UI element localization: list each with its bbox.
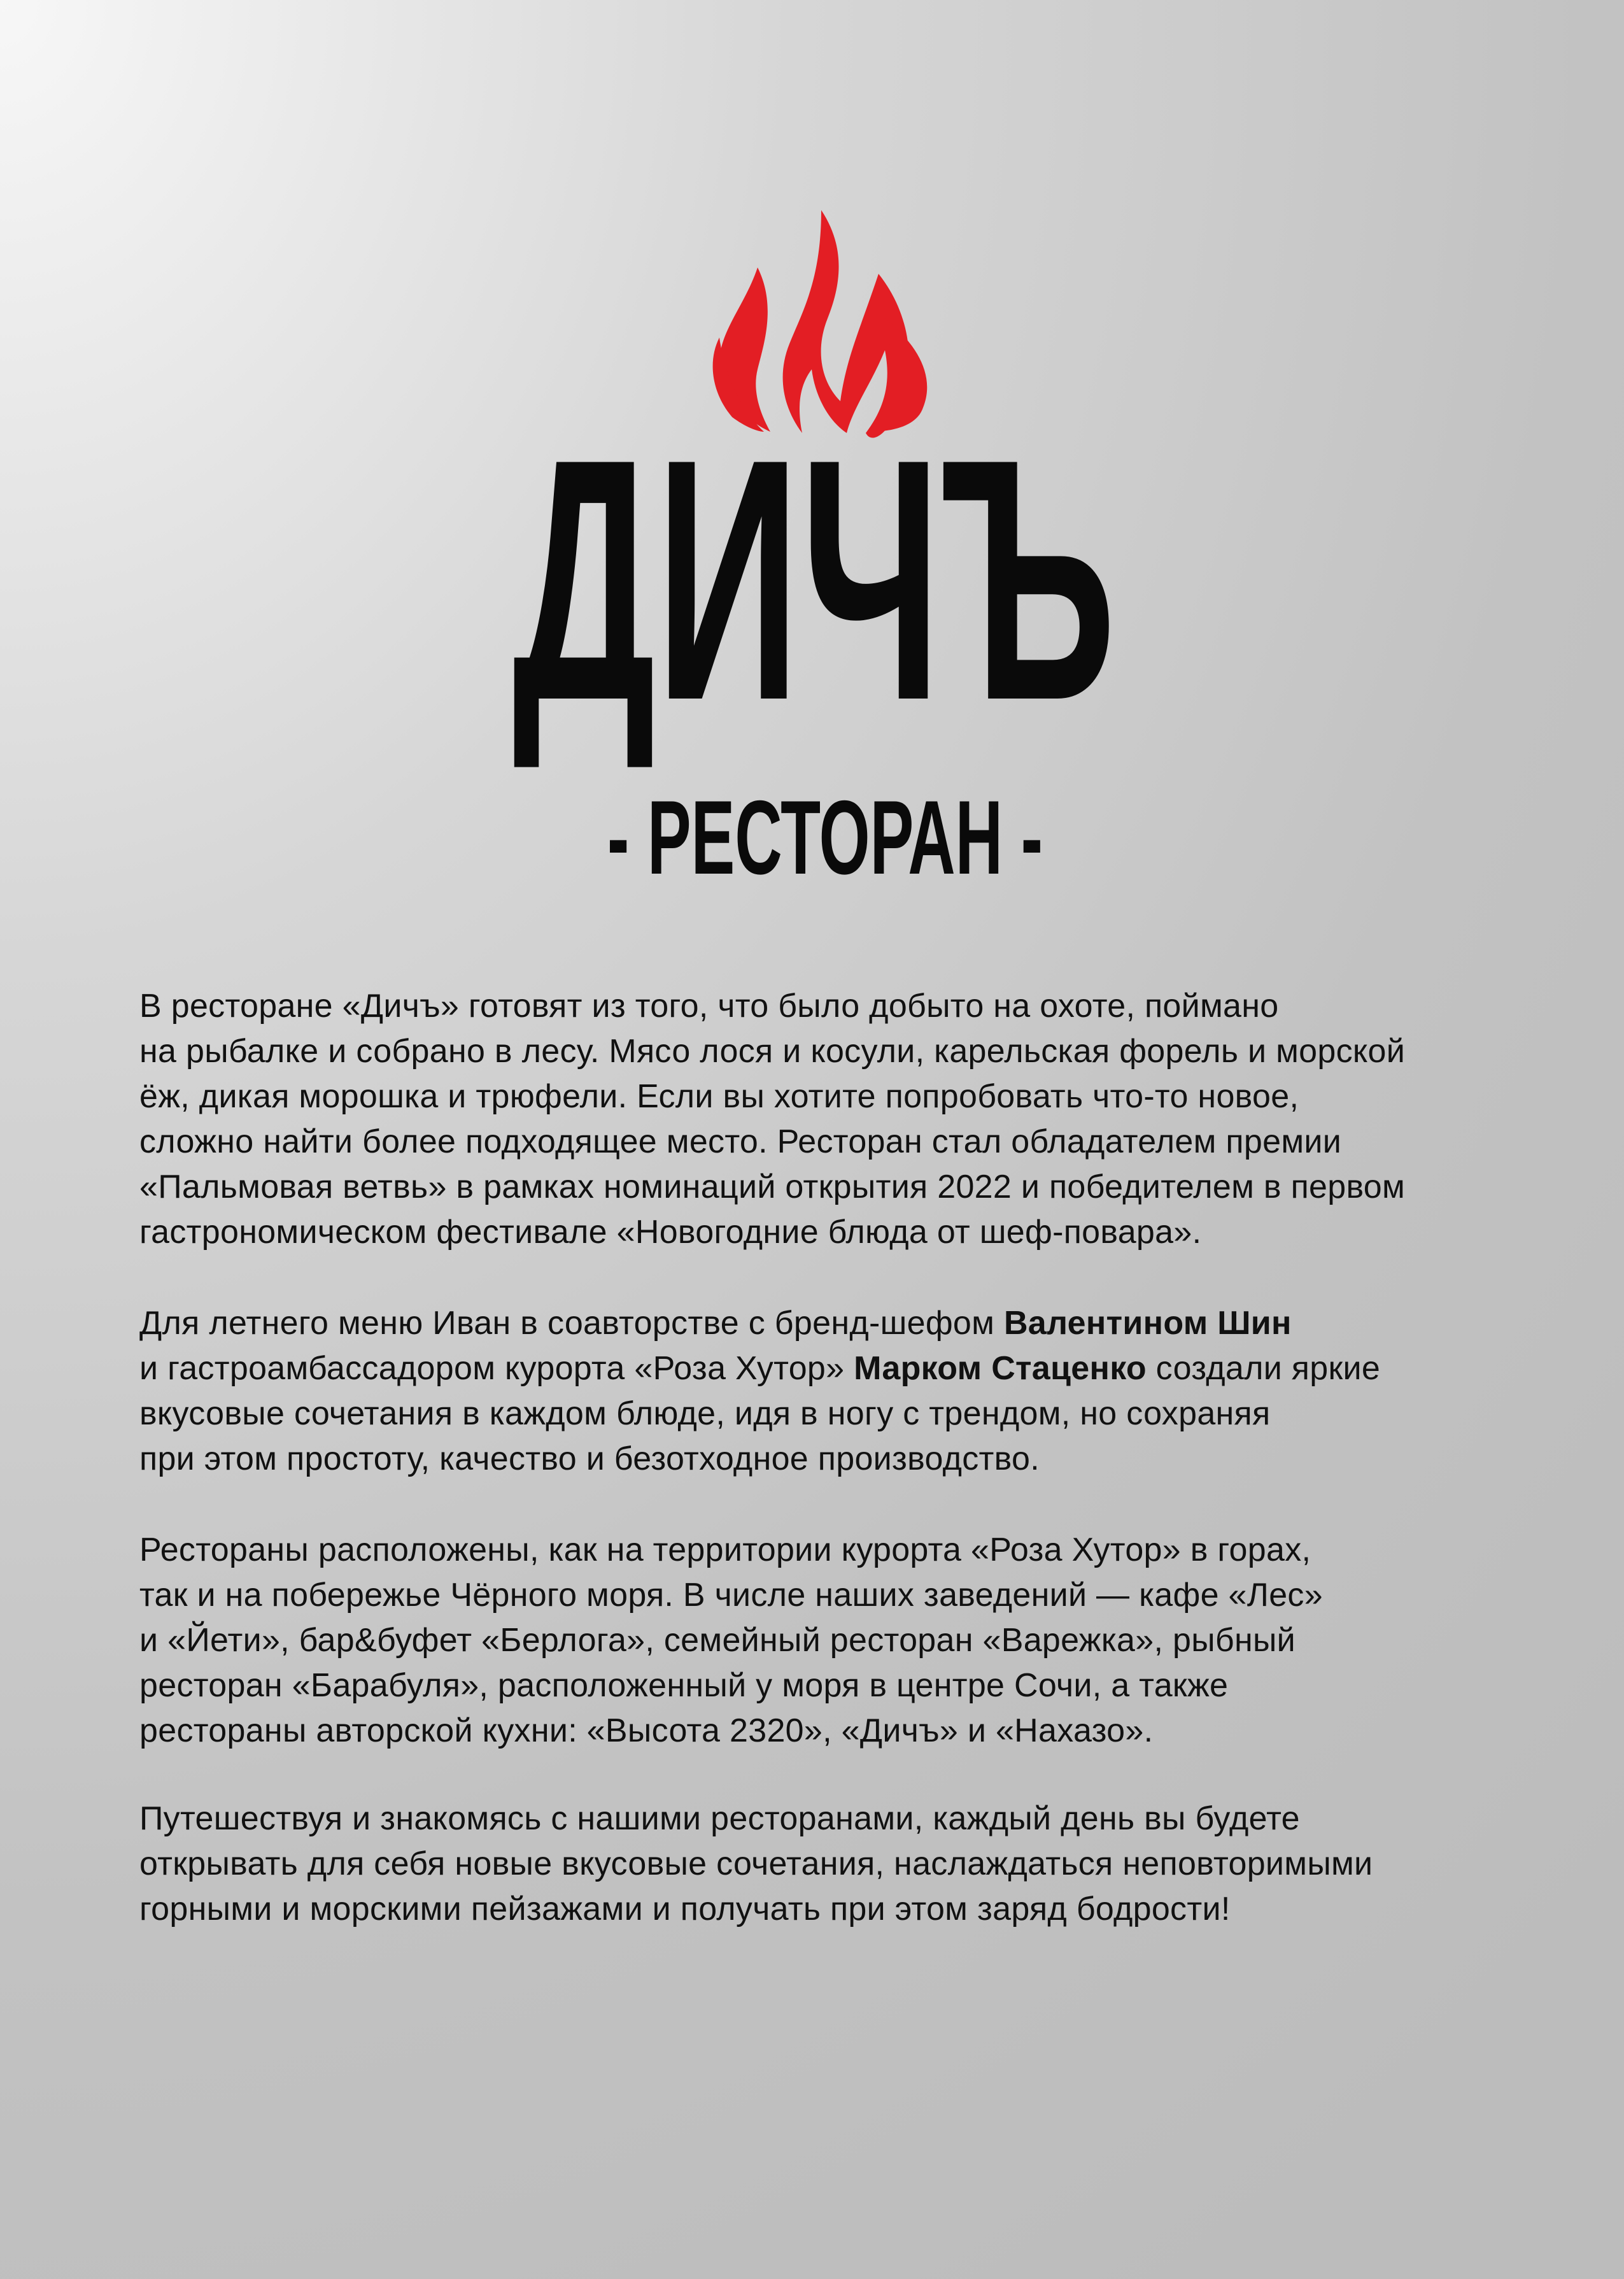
text-segment: горными и морскими пейзажами и получать при этом заряд бодрости!: [139, 1891, 1231, 1928]
text-line: [139, 1391, 1540, 1437]
text-line: [139, 1437, 1540, 1482]
bold-name: Марком Стаценко: [854, 1350, 1147, 1387]
text-line: [139, 1796, 1540, 1842]
text-segment: Для летнего меню Иван в соавторстве с бренд-шефом: [139, 1305, 1004, 1342]
text-segment: гастрономическом фестивале «Новогодние блюда от шеф-повара».: [139, 1214, 1202, 1251]
text-segment: Рестораны расположены, как на территории курорта «Роза Хутор» в горах,: [139, 1531, 1311, 1568]
text-segment: В ресторане «Дичъ» готовят из того, что было добыто на охоте, поймано: [139, 988, 1279, 1025]
text-segment: при этом простоту, качество и безотходное производство.: [139, 1440, 1040, 1477]
paragraph: [139, 984, 1540, 1255]
text-line: [139, 984, 1540, 1029]
text-line: [139, 1074, 1540, 1119]
text-line: [139, 1346, 1540, 1391]
text-segment: вкусовые сочетания в каждом блюде, идя в ногу с трендом, но сохраняя: [139, 1395, 1271, 1432]
paragraph: [139, 1796, 1540, 1932]
text-segment: и гастроамбассадором курорта «Роза Хутор»: [139, 1350, 854, 1387]
text-segment: на рыбалке и собрано в лесу. Мясо лося и косули, карельская форель и морской: [139, 1033, 1406, 1070]
text-segment: сложно найти более подходящее место. Ресторан стал обладателем премии: [139, 1123, 1342, 1160]
text-segment: так и на побережье Чёрного моря. В числе наших заведений — кафе «Лес»: [139, 1577, 1323, 1614]
text-line: [139, 1029, 1540, 1074]
text-line: [139, 1708, 1540, 1754]
text-line: [139, 1528, 1540, 1573]
text-segment: ресторан «Барабуля», расположенный у моря в центре Сочи, а также: [139, 1667, 1229, 1704]
text-line: [139, 1887, 1540, 1932]
bold-name: Валентином Шин: [1003, 1305, 1292, 1342]
text-line: [139, 1119, 1540, 1165]
text-line: [139, 1301, 1540, 1346]
text-segment: создали яркие: [1146, 1350, 1381, 1387]
text-line: [139, 1573, 1540, 1618]
text-segment: Путешествуя и знакомясь с нашими ресторанами, каждый день вы будете: [139, 1800, 1300, 1837]
paragraph: [139, 1528, 1540, 1754]
text-segment: рестораны авторской кухни: «Высота 2320», «Дичъ» и «Нахазо».: [139, 1712, 1154, 1749]
text-line: [139, 1663, 1540, 1708]
logo-title: ДИЧЪ: [512, 388, 1116, 772]
text-segment: ёж, дикая морошка и трюфели. Если вы хотите попробовать что-то новое,: [139, 1078, 1299, 1115]
text-segment: открывать для себя новые вкусовые сочетания, наслаждаться неповторимыми: [139, 1845, 1373, 1882]
text-segment: и «Йети», бар&буфет «Берлога», семейный ресторан «Варежка», рыбный: [139, 1622, 1296, 1659]
text-segment: «Пальмовая ветвь» в рамках номинаций открытия 2022 и победителем в первом: [139, 1168, 1406, 1205]
text-line: [139, 1842, 1540, 1887]
restaurant-logo: [0, 191, 1624, 891]
text-line: [139, 1165, 1540, 1210]
text-line: [139, 1618, 1540, 1663]
paragraph: [139, 1301, 1540, 1482]
text-line: [139, 1210, 1540, 1255]
logo-subtitle: - РЕСТОРАН -: [607, 779, 1043, 891]
